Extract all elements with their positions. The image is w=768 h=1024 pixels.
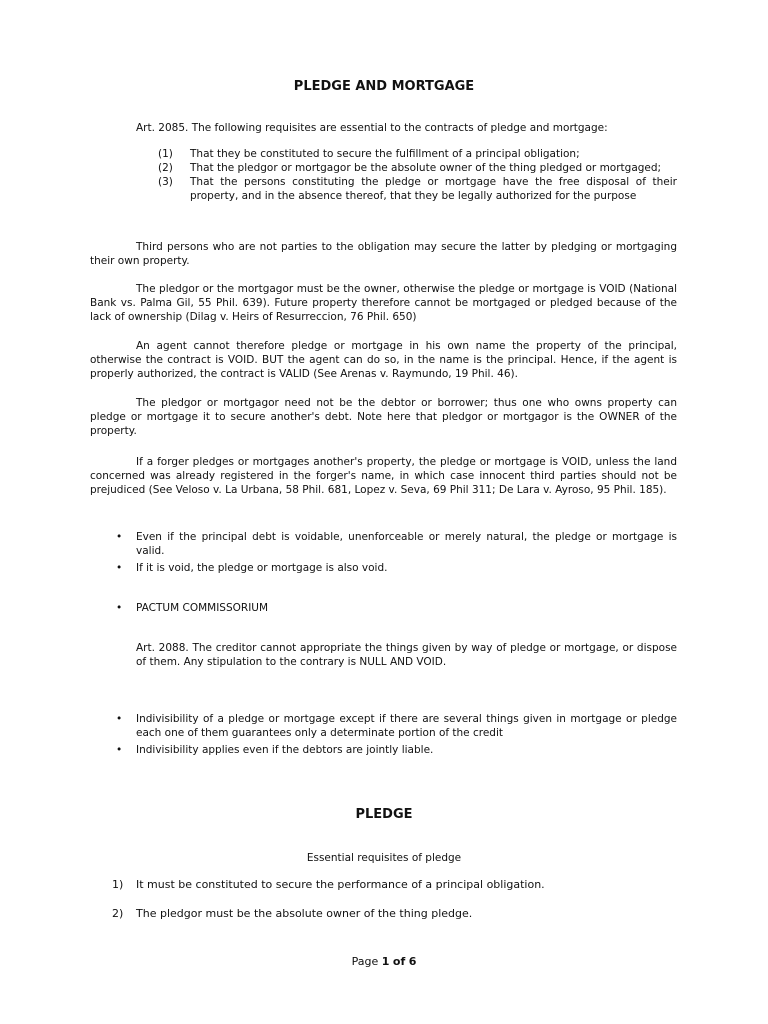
list-item-number: (1) xyxy=(158,148,173,160)
bullet-icon: • xyxy=(116,602,123,614)
list-item xyxy=(112,878,677,892)
art-2085-intro: Art. 2085. The following requisites are essential to the contracts of pledge and mortgage: xyxy=(136,122,608,134)
list-item-number: (3) xyxy=(158,176,173,188)
art-2085-requisites-list xyxy=(158,147,677,203)
list-item xyxy=(116,601,677,615)
list-item xyxy=(158,175,677,203)
bullet-pactum-heading xyxy=(116,601,677,618)
bullet-icon: • xyxy=(116,713,123,725)
list-item-text: If it is void, the pledge or mortgage is also void. xyxy=(136,562,388,574)
bullet-icon: • xyxy=(116,531,123,543)
list-item-number: (2) xyxy=(158,162,173,174)
list-item-text: The pledgor must be the absolute owner of the thing pledge. xyxy=(136,907,473,920)
list-item xyxy=(158,147,677,161)
paragraph-owner-requirement: The pledgor or the mortgagor must be the owner, otherwise the pledge or mortgage is VOID (National Bank vs. Palma Gil, 55 Phil. 639). Future property therefore cannot be mortgaged or pledged because of the lack of ownership (Dilag v. Heirs of Resurreccion, 76 Phil. 650) xyxy=(90,283,677,323)
pledge-subheading: Essential requisites of pledge xyxy=(306,852,462,864)
list-item xyxy=(116,743,677,757)
list-item xyxy=(112,907,677,921)
bullet-list-indivisibility xyxy=(116,712,677,760)
list-item-text: Even if the principal debt is voidable, unenforceable or merely natural, the pledge or mortgage is valid. xyxy=(136,531,677,557)
art-2088-text: Art. 2088. The creditor cannot appropriate the things given by way of pledge or mortgage, or dispose of them. Any stipulation to the contrary is NULL AND VOID. xyxy=(136,642,677,668)
list-item xyxy=(158,161,677,175)
list-item xyxy=(116,712,677,740)
list-item-number: 2) xyxy=(112,907,124,920)
bullet-list-principal-debt xyxy=(116,530,677,578)
section-title-pledge: PLEDGE xyxy=(355,807,413,822)
list-item-text: Indivisibility applies even if the debtors are jointly liable. xyxy=(136,744,434,756)
list-item-text: That the persons constituting the pledge or mortgage have the free disposal of their property, and in the absence thereof, that they be legally authorized for the purpose xyxy=(190,176,677,202)
paragraph-agent: An agent cannot therefore pledge or mortgage in his own name the property of the principal, otherwise the contract is VOID. BUT the agent can do so, in the name is the principal. Hence, if the agent is properly authorized, the contract is VALID (See Arenas v. Raymundo, 19 Phil. 46). xyxy=(90,340,677,380)
bullet-icon: • xyxy=(116,744,123,756)
page-number-prefix: Page xyxy=(351,955,379,968)
total-page-number: 6 xyxy=(408,955,417,968)
list-item xyxy=(116,530,677,558)
paragraph-not-debtor: The pledgor or mortgagor need not be the debtor or borrower; thus one who owns property can pledge or mortgage it to secure another's debt. Note here that pledgor or mortgagor is the OWNER of the property. xyxy=(90,397,677,437)
pledge-requisites-list xyxy=(112,878,677,921)
page-title: PLEDGE AND MORTGAGE xyxy=(293,79,475,94)
current-page-number: 1 xyxy=(381,955,390,968)
list-item-text: Indivisibility of a pledge or mortgage except if there are several things given in mortgage or pledge each one of them guarantees only a determinate portion of the credit xyxy=(136,713,677,739)
section-heading-pactum: PACTUM COMMISSORIUM xyxy=(136,602,269,614)
page-number-of: of xyxy=(392,955,406,968)
list-item-text: That the pledgor or mortgagor be the absolute owner of the thing pledged or mortgaged; xyxy=(190,162,662,174)
list-item-text: That they be constituted to secure the fulfillment of a principal obligation; xyxy=(190,148,580,160)
list-item-number: 1) xyxy=(112,878,124,891)
list-item-text: It must be constituted to secure the performance of a principal obligation. xyxy=(136,878,545,891)
bullet-icon: • xyxy=(116,562,123,574)
paragraph-third-persons: Third persons who are not parties to the obligation may secure the latter by pledging or mortgaging their own property. xyxy=(90,241,677,267)
list-item xyxy=(116,561,677,575)
page-footer xyxy=(0,955,768,969)
paragraph-forger: If a forger pledges or mortgages another's property, the pledge or mortgage is VOID, unless the land concerned was already registered in the forger's name, in which case innocent third parties should not be prejudiced (See Veloso v. La Urbana, 58 Phil. 681, Lopez v. Seva, 69 Phil 311; De Lara v. Ayroso, 95 Phil. 185). xyxy=(90,456,677,496)
